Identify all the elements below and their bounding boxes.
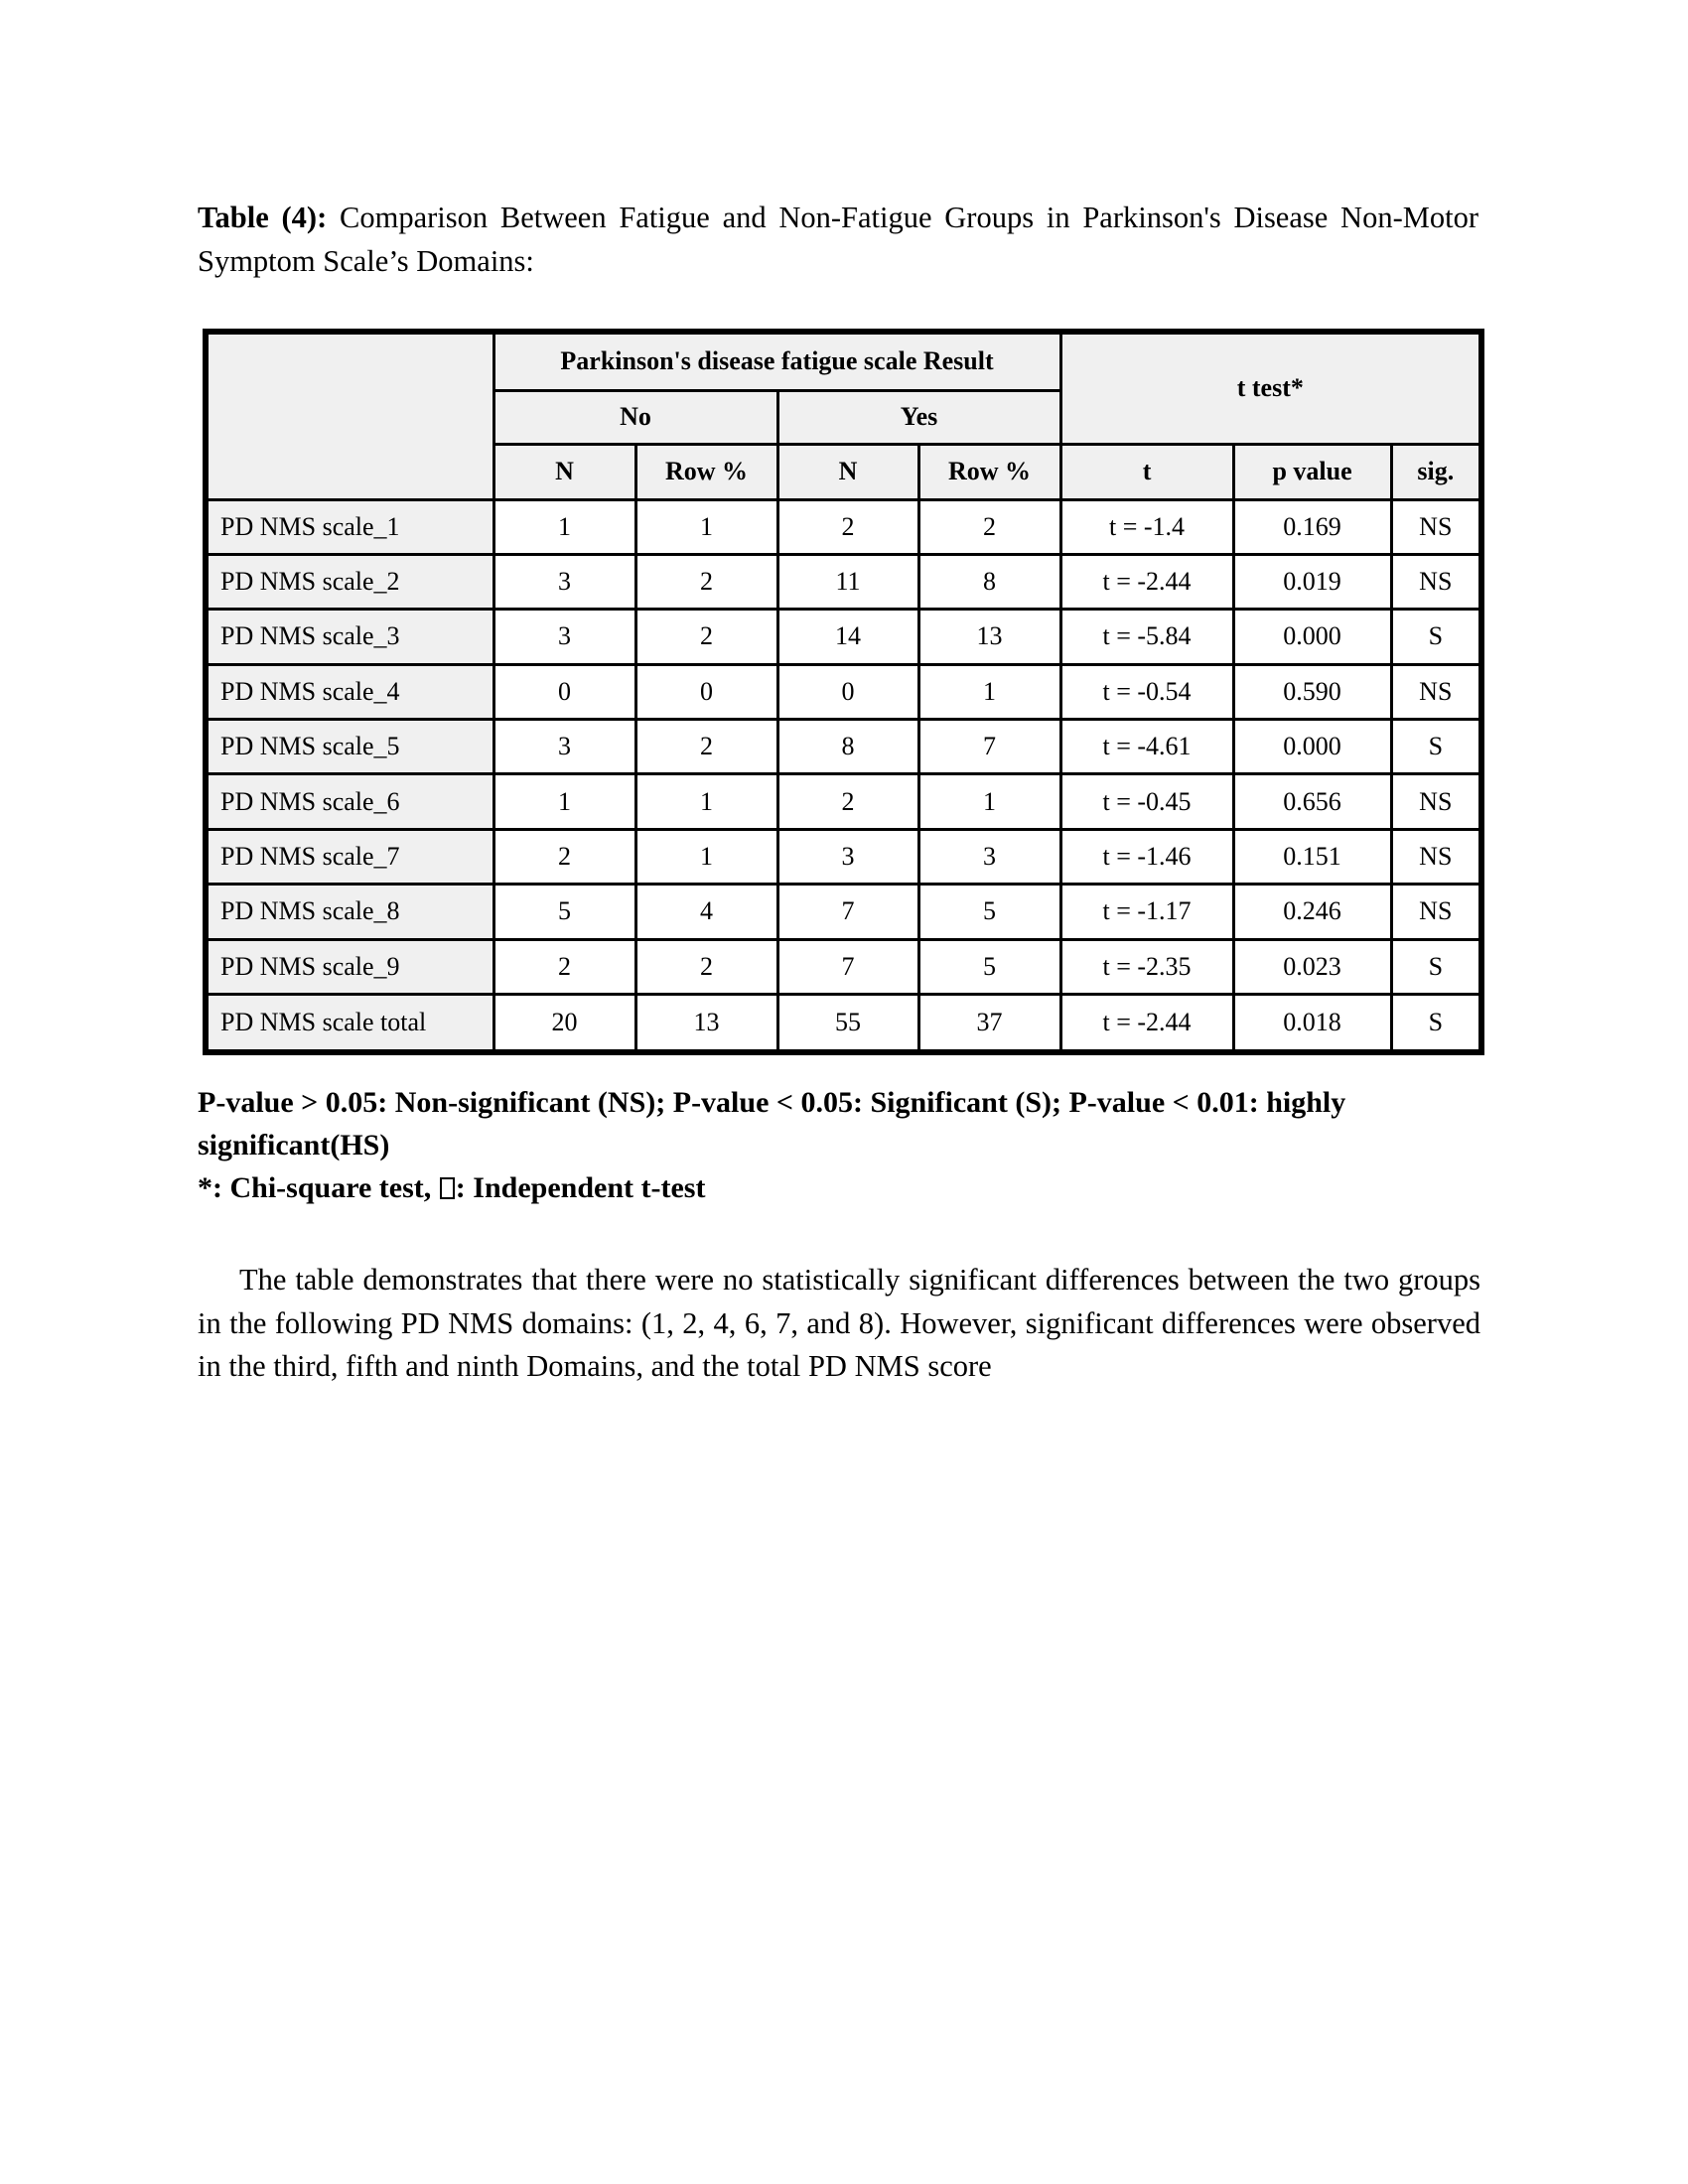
- yes-row-pct-cell: 8: [918, 554, 1060, 609]
- col-header-p-value: p value: [1233, 444, 1391, 499]
- yes-n-cell: 2: [777, 499, 918, 554]
- no-n-cell: 3: [493, 554, 635, 609]
- body-paragraph: The table demonstrates that there were no statistically significant differences between the two groups in the following PD NMS domains: (1, 2, 4, 6, 7, and 8). However, significant differences were observed in the third, fifth and ninth Domains, and the total PD NMS score: [198, 1263, 1480, 1383]
- table-row: [209, 499, 1478, 554]
- table-row: [209, 939, 1478, 994]
- no-row-pct-cell: 0: [635, 664, 777, 719]
- t-cell: t = -2.44: [1060, 554, 1233, 609]
- t-cell: t = -0.45: [1060, 774, 1233, 829]
- yes-group-header: Yes: [777, 390, 1060, 444]
- yes-n-cell: 8: [777, 720, 918, 774]
- yes-row-pct-cell: 2: [918, 499, 1060, 554]
- no-n-cell: 5: [493, 885, 635, 939]
- row-label: PD NMS scale_7: [209, 829, 493, 884]
- no-row-pct-cell: 1: [635, 499, 777, 554]
- significance-legend: P-value > 0.05: Non-significant (NS); P-value < 0.05: Significant (S); P-value < 0.01: highly significant(HS): [198, 1086, 1346, 1161]
- p-value-cell: 0.169: [1233, 499, 1391, 554]
- sig-cell: NS: [1391, 774, 1478, 829]
- no-n-cell: 2: [493, 939, 635, 994]
- table-caption: [198, 196, 1478, 283]
- no-row-pct-cell: 2: [635, 939, 777, 994]
- test-legend-suffix: : Independent t-test: [455, 1171, 706, 1204]
- sig-cell: S: [1391, 939, 1478, 994]
- p-value-cell: 0.000: [1233, 720, 1391, 774]
- col-header-yes-n: N: [777, 444, 918, 499]
- p-value-cell: 0.246: [1233, 885, 1391, 939]
- p-value-cell: 0.656: [1233, 774, 1391, 829]
- missing-glyph-box-icon: [440, 1177, 455, 1199]
- no-row-pct-cell: 13: [635, 995, 777, 1049]
- fatigue-scale-group-header: Parkinson's disease fatigue scale Result: [493, 335, 1060, 390]
- no-n-cell: 3: [493, 610, 635, 664]
- table-row: [209, 720, 1478, 774]
- sig-cell: S: [1391, 995, 1478, 1049]
- yes-n-cell: 0: [777, 664, 918, 719]
- yes-row-pct-cell: 13: [918, 610, 1060, 664]
- col-header-no-n: N: [493, 444, 635, 499]
- table-row: [209, 610, 1478, 664]
- sig-cell: NS: [1391, 829, 1478, 884]
- yes-row-pct-cell: 5: [918, 939, 1060, 994]
- no-n-cell: 20: [493, 995, 635, 1049]
- col-header-t: t: [1060, 444, 1233, 499]
- yes-row-pct-cell: 3: [918, 829, 1060, 884]
- t-cell: t = -2.35: [1060, 939, 1233, 994]
- table-row: [209, 829, 1478, 884]
- test-legend: [198, 1166, 1483, 1209]
- no-row-pct-cell: 4: [635, 885, 777, 939]
- yes-row-pct-cell: 1: [918, 664, 1060, 719]
- row-label: PD NMS scale_1: [209, 499, 493, 554]
- table-row: [209, 554, 1478, 609]
- no-n-cell: 1: [493, 499, 635, 554]
- yes-n-cell: 55: [777, 995, 918, 1049]
- corner-header-cell: [209, 335, 493, 499]
- p-value-cell: 0.000: [1233, 610, 1391, 664]
- t-cell: t = -1.17: [1060, 885, 1233, 939]
- no-group-header: No: [493, 390, 777, 444]
- t-cell: t = -2.44: [1060, 995, 1233, 1049]
- yes-n-cell: 7: [777, 939, 918, 994]
- yes-row-pct-cell: 37: [918, 995, 1060, 1049]
- table-row: [209, 885, 1478, 939]
- row-label: PD NMS scale_2: [209, 554, 493, 609]
- sig-cell: NS: [1391, 554, 1478, 609]
- row-label: PD NMS scale_4: [209, 664, 493, 719]
- row-label: PD NMS scale_3: [209, 610, 493, 664]
- table-row-total: [209, 995, 1478, 1049]
- sig-cell: NS: [1391, 885, 1478, 939]
- t-cell: t = -0.54: [1060, 664, 1233, 719]
- no-n-cell: 2: [493, 829, 635, 884]
- yes-row-pct-cell: 5: [918, 885, 1060, 939]
- t-cell: t = -1.4: [1060, 499, 1233, 554]
- results-table: [203, 329, 1484, 1055]
- p-value-cell: 0.590: [1233, 664, 1391, 719]
- no-n-cell: 1: [493, 774, 635, 829]
- sig-cell: S: [1391, 720, 1478, 774]
- no-row-pct-cell: 1: [635, 829, 777, 884]
- yes-row-pct-cell: 1: [918, 774, 1060, 829]
- t-cell: t = -4.61: [1060, 720, 1233, 774]
- table-footnotes: [198, 1081, 1483, 1209]
- no-row-pct-cell: 2: [635, 610, 777, 664]
- sig-cell: NS: [1391, 664, 1478, 719]
- sig-cell: NS: [1391, 499, 1478, 554]
- p-value-cell: 0.151: [1233, 829, 1391, 884]
- no-n-cell: 0: [493, 664, 635, 719]
- row-label: PD NMS scale_8: [209, 885, 493, 939]
- t-test-group-header: t test*: [1060, 335, 1478, 444]
- no-row-pct-cell: 2: [635, 554, 777, 609]
- p-value-cell: 0.023: [1233, 939, 1391, 994]
- row-label: PD NMS scale_6: [209, 774, 493, 829]
- col-header-yes-row-pct: Row %: [918, 444, 1060, 499]
- no-row-pct-cell: 1: [635, 774, 777, 829]
- yes-n-cell: 11: [777, 554, 918, 609]
- t-cell: t = -5.84: [1060, 610, 1233, 664]
- no-n-cell: 3: [493, 720, 635, 774]
- table-row: [209, 774, 1478, 829]
- yes-n-cell: 7: [777, 885, 918, 939]
- test-legend-prefix: *: Chi-square test,: [198, 1171, 439, 1204]
- yes-n-cell: 14: [777, 610, 918, 664]
- yes-row-pct-cell: 7: [918, 720, 1060, 774]
- sig-cell: S: [1391, 610, 1478, 664]
- col-header-no-row-pct: Row %: [635, 444, 777, 499]
- table-caption-label: Table (4):: [198, 201, 328, 234]
- table-caption-text: Comparison Between Fatigue and Non-Fatigue Groups in Parkinson's Disease Non-Motor Symptom Scale’s Domains:: [198, 201, 1478, 278]
- row-label: PD NMS scale total: [209, 995, 493, 1049]
- table-row: [209, 664, 1478, 719]
- no-row-pct-cell: 2: [635, 720, 777, 774]
- row-label: PD NMS scale_9: [209, 939, 493, 994]
- t-cell: t = -1.46: [1060, 829, 1233, 884]
- p-value-cell: 0.019: [1233, 554, 1391, 609]
- row-label: PD NMS scale_5: [209, 720, 493, 774]
- col-header-sig: sig.: [1391, 444, 1478, 499]
- p-value-cell: 0.018: [1233, 995, 1391, 1049]
- yes-n-cell: 3: [777, 829, 918, 884]
- yes-n-cell: 2: [777, 774, 918, 829]
